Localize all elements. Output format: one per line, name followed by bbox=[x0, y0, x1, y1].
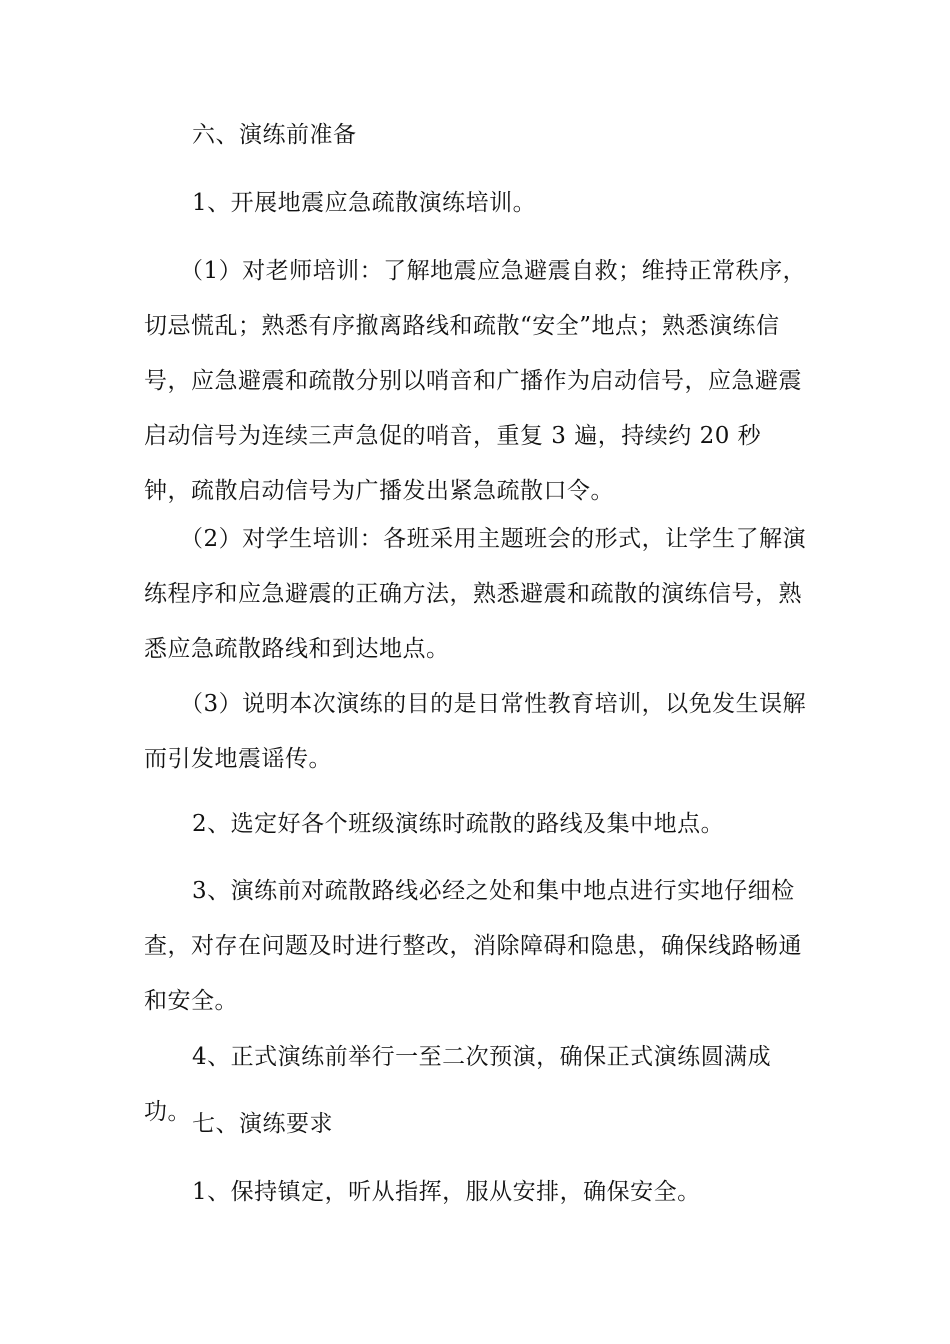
prep-item-1-teacher-training: （1）对老师培训：了解地震应急避震自救；维持正常秩序，切忌慌乱；熟悉有序撤离路线和疏散“安全”地点；熟悉演练信号，应急避震和疏散分别以哨音和广播作为启动信号，应急避震启动信号为连续三声急促的哨音，重复 3 遍，持续约 20 秒钟，疏散启动信号为广播发出紧急疏散口令。 bbox=[144, 258, 807, 504]
prep-item-4: 4、正式演练前举行一至二次预演，确保正式演练圆满成功。 bbox=[144, 1044, 772, 1125]
requirement-item-1: 1、保持镇定，听从指挥，服从安排，确保安全。 bbox=[192, 1179, 701, 1205]
prep-item-2: 2、选定好各个班级演练时疏散的路线及集中地点。 bbox=[192, 811, 725, 837]
section-6-heading: 六、演练前准备 bbox=[192, 122, 357, 148]
prep-item-3: 3、演练前对疏散路线必经之处和集中地点进行实地仔细检查，对存在问题及时进行整改，消除障碍和隐患，确保线路畅通和安全。 bbox=[144, 878, 802, 1014]
prep-item-1-purpose-note: （3）说明本次演练的目的是日常性教育培训，以免发生误解而引发地震谣传。 bbox=[144, 691, 807, 772]
prep-item-1: 1、开展地震应急疏散演练培训。 bbox=[192, 190, 537, 216]
section-7-heading: 七、演练要求 bbox=[192, 1111, 333, 1137]
prep-item-1-student-training: （2）对学生培训：各班采用主题班会的形式，让学生了解演练程序和应急避震的正确方法，熟悉避震和疏散的演练信号，熟悉应急疏散路线和到达地点。 bbox=[144, 526, 807, 662]
